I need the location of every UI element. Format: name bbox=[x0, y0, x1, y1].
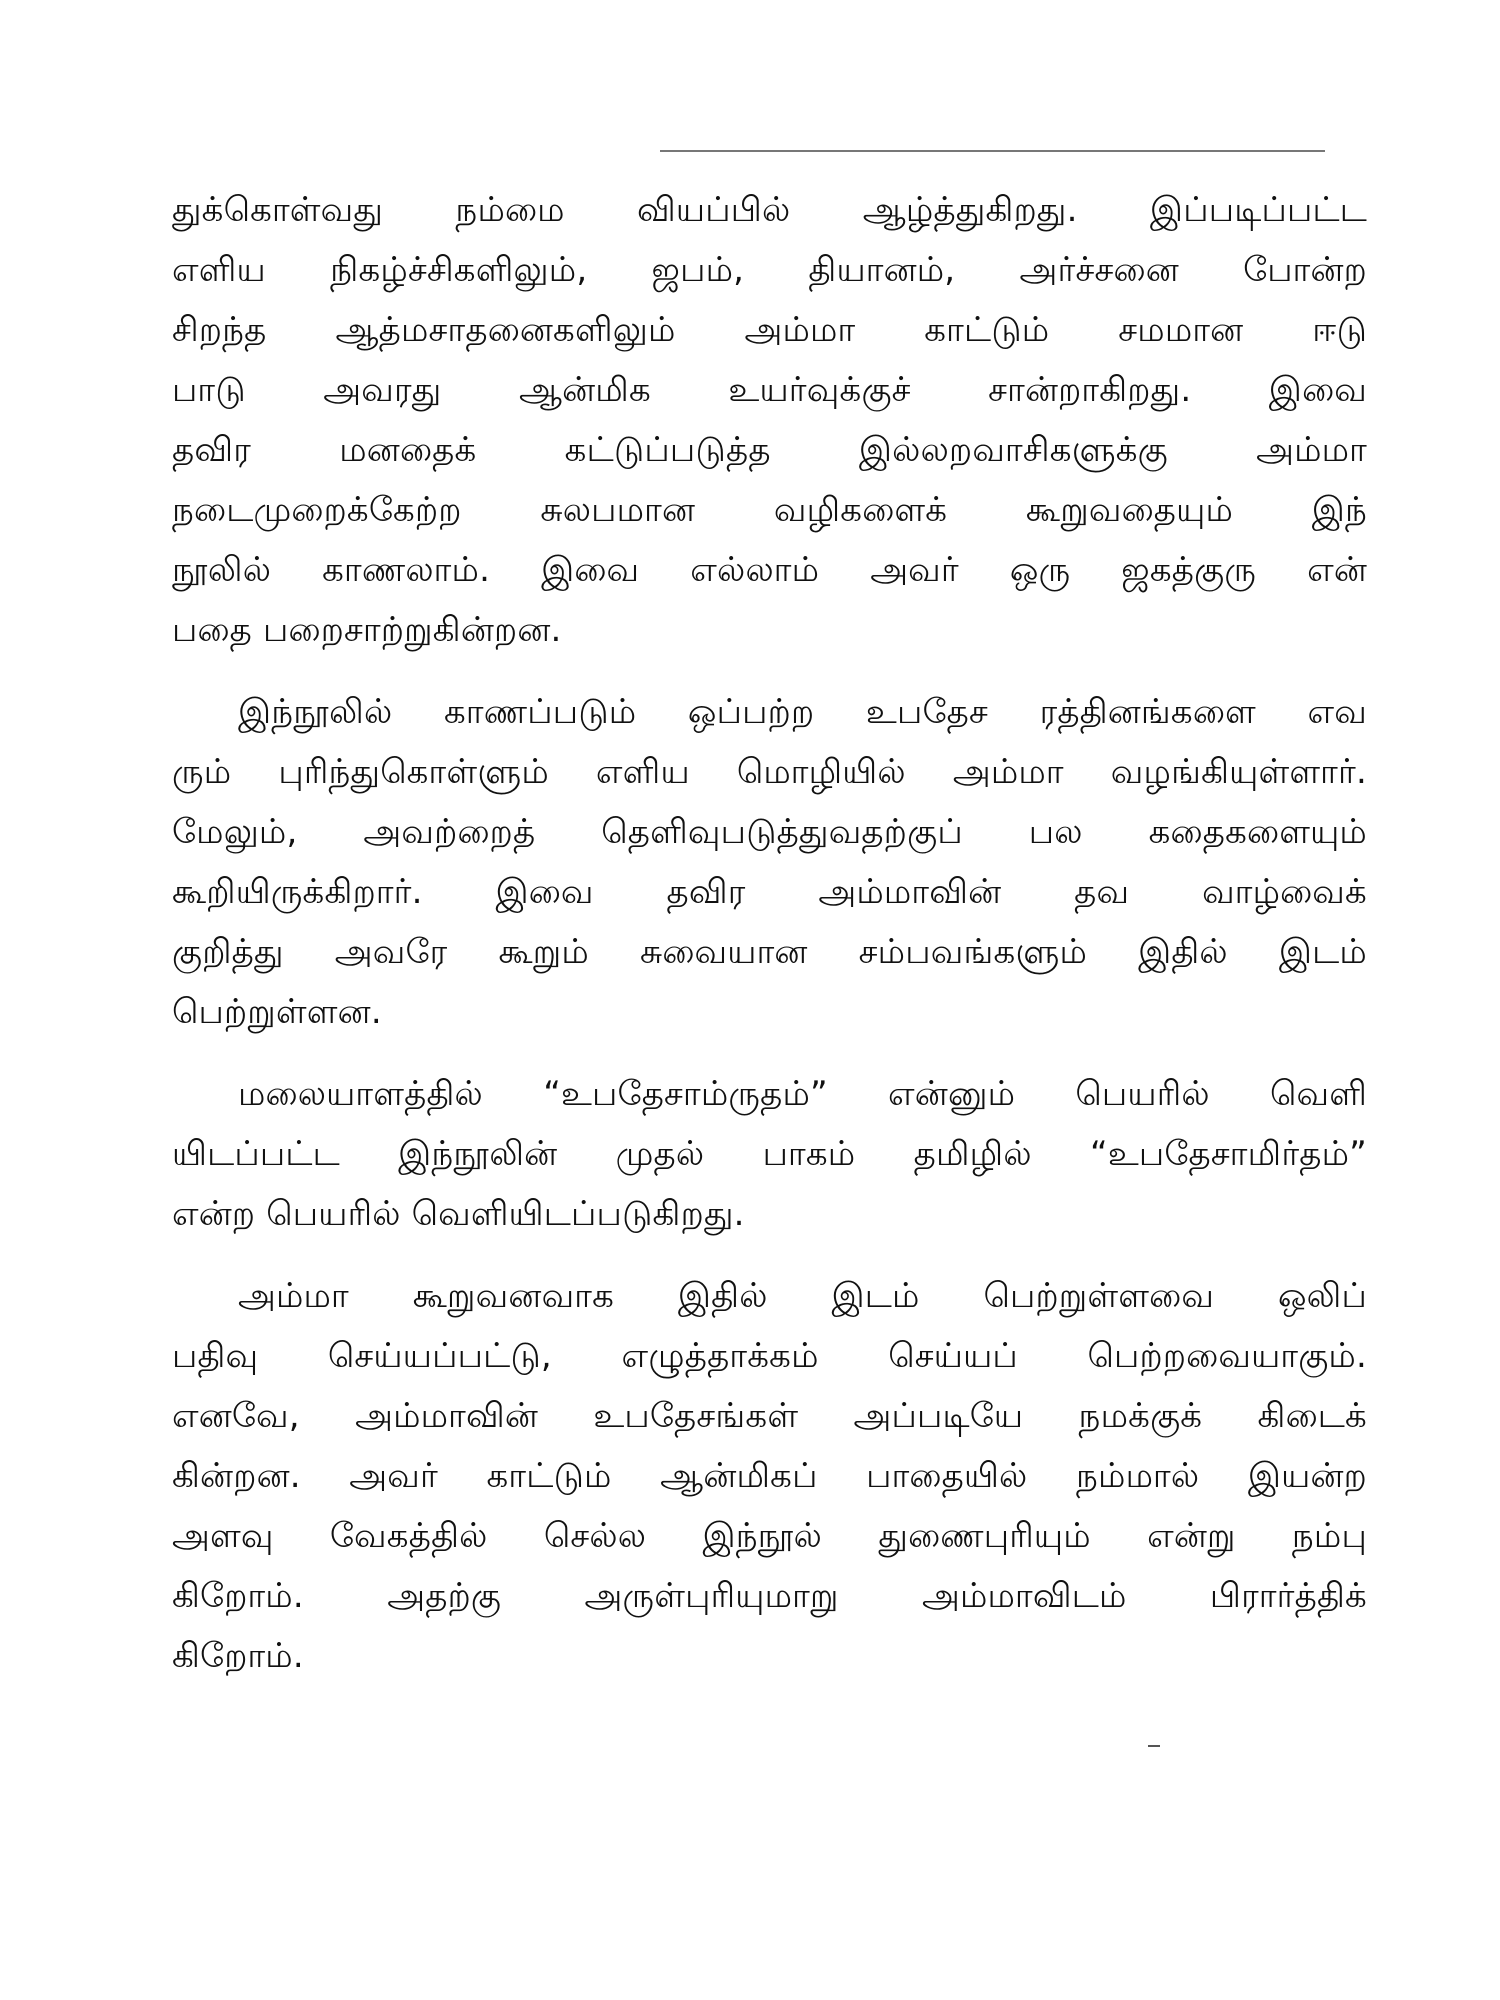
text-line: பெற்றுள்ளன. bbox=[172, 992, 382, 1032]
text-line: மேலும், அவற்றைத் தெளிவுபடுத்துவதற்குப் பல கதைகளையும் bbox=[172, 812, 1367, 852]
text-line: அளவு வேகத்தில் செல்ல இந்நூல் துணைபுரியும் என்று நம்பு bbox=[172, 1516, 1367, 1556]
text-line: எளிய நிகழ்ச்சிகளிலும், ஜபம், தியானம், அர்ச்சனை போன்ற bbox=[172, 250, 1367, 290]
page-end-mark bbox=[1148, 1745, 1160, 1747]
text-line: கிறோம். அதற்கு அருள்புரியுமாறு அம்மாவிடம் பிரார்த்திக் bbox=[172, 1576, 1367, 1616]
paragraph-4 bbox=[172, 1266, 1367, 1686]
text-line: பதிவு செய்யப்பட்டு, எழுத்தாக்கம் செய்யப் பெற்றவையாகும். bbox=[172, 1336, 1367, 1376]
text-line: பாடு அவரது ஆன்மிக உயர்வுக்குச் சான்றாகிறது. இவை bbox=[172, 370, 1367, 410]
text-line: இந்நூலில் காணப்படும் ஒப்பற்ற உபதேச ரத்தினங்களை எவ bbox=[238, 692, 1367, 732]
text-line: யிடப்பட்ட இந்நூலின் முதல் பாகம் தமிழில் “உபதேசாமிர்தம்” bbox=[172, 1134, 1367, 1174]
text-line: அம்மா கூறுவனவாக இதில் இடம் பெற்றுள்ளவை ஒலிப் bbox=[238, 1276, 1367, 1316]
page-body bbox=[172, 180, 1367, 1708]
text-line: நூலில் காணலாம். இவை எல்லாம் அவர் ஒரு ஜகத்குரு என் bbox=[172, 550, 1367, 590]
text-line: கிறோம். bbox=[172, 1636, 304, 1676]
top-rule bbox=[660, 150, 1325, 152]
text-line: கின்றன. அவர் காட்டும் ஆன்மிகப் பாதையில் நம்மால் இயன்ற bbox=[172, 1456, 1367, 1496]
text-line: ரும் புரிந்துகொள்ளும் எளிய மொழியில் அம்மா வழங்கியுள்ளார். bbox=[172, 752, 1367, 792]
text-line: எனவே, அம்மாவின் உபதேசங்கள் அப்படியே நமக்குக் கிடைக் bbox=[172, 1396, 1367, 1436]
text-line: சிறந்த ஆத்மசாதனைகளிலும் அம்மா காட்டும் சமமான ஈடு bbox=[172, 310, 1367, 350]
text-line: பதை பறைசாற்றுகின்றன. bbox=[172, 610, 562, 650]
paragraph-2 bbox=[172, 682, 1367, 1042]
text-line: என்ற பெயரில் வெளியிடப்படுகிறது. bbox=[172, 1194, 745, 1234]
paragraph-3 bbox=[172, 1064, 1367, 1244]
text-line: துக்கொள்வது நம்மை வியப்பில் ஆழ்த்துகிறது. இப்படிப்பட்ட bbox=[172, 190, 1367, 230]
text-line: தவிர மனதைக் கட்டுப்படுத்த இல்லறவாசிகளுக்கு அம்மா bbox=[172, 430, 1367, 470]
text-line: கூறியிருக்கிறார். இவை தவிர அம்மாவின் தவ வாழ்வைக் bbox=[172, 872, 1367, 912]
text-line: மலையாளத்தில் “உபதேசாம்ருதம்” என்னும் பெயரில் வெளி bbox=[238, 1074, 1367, 1114]
text-line: குறித்து அவரே கூறும் சுவையான சம்பவங்களும் இதில் இடம் bbox=[172, 932, 1367, 972]
text-line: நடைமுறைக்கேற்ற சுலபமான வழிகளைக் கூறுவதையும் இந் bbox=[172, 490, 1367, 530]
paragraph-1 bbox=[172, 180, 1367, 660]
